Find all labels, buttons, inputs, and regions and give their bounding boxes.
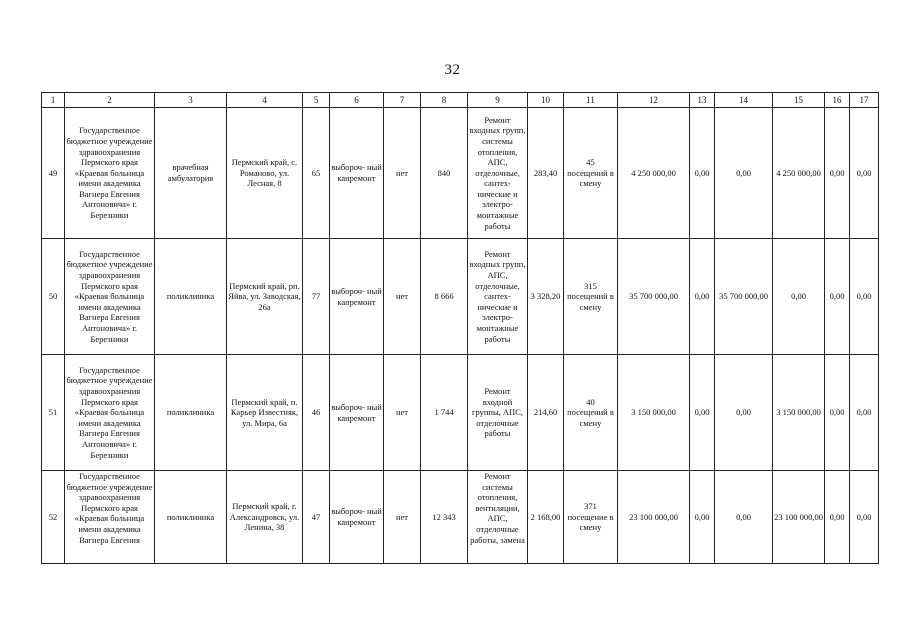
amount-cell: 0,00	[690, 108, 715, 239]
amount-cell: 23 100 000,00	[773, 471, 825, 564]
amount-cell: 0,00	[690, 239, 715, 355]
facility-type-cell: поликлиника	[155, 355, 227, 471]
capacity-cell: 315 посещений в смену	[564, 239, 618, 355]
address-cell: Пермский край, рп. Яйва, ул. Заводская, 26а	[227, 239, 303, 355]
facility-type-cell: поликлиника	[155, 471, 227, 564]
column-header: 11	[564, 93, 618, 108]
column-header: 8	[421, 93, 468, 108]
column-header: 15	[773, 93, 825, 108]
column-header: 14	[715, 93, 773, 108]
area-cell: 2 168,00	[528, 471, 564, 564]
institution-cell: Государственное бюджетное учреждение здравоохранения Пермского края «Краевая больница имени академика Вагнера Евгения Антоновича» г. Березники	[65, 239, 155, 355]
capacity-cell: 371 посещение в смену	[564, 471, 618, 564]
area-cell: 283,40	[528, 108, 564, 239]
register-table	[41, 92, 879, 564]
row-number: 50	[42, 239, 65, 355]
facility-type-cell: поликлиника	[155, 239, 227, 355]
amount-cell: 3 150 000,00	[773, 355, 825, 471]
address-cell: Пермский край, п. Карьер Известняк, ул. Мира, 6а	[227, 355, 303, 471]
row-number: 51	[42, 355, 65, 471]
column-header: 7	[384, 93, 421, 108]
table-cell: нет	[384, 239, 421, 355]
table-cell: 840	[421, 108, 468, 239]
address-cell: Пермский край, с. Романово, ул. Лесная, 8	[227, 108, 303, 239]
column-number-row	[42, 93, 879, 108]
amount-cell: 0,00	[773, 239, 825, 355]
amount-cell: 0,00	[850, 471, 879, 564]
page-number: 32	[444, 62, 461, 78]
repair-type-cell: выбороч- ный капремонт	[330, 239, 384, 355]
institution-cell: Государственное бюджетное учреждение здравоохранения Пермского края «Краевая больница имени академика Вагнера Евгения Антоновича» г. Березники	[65, 355, 155, 471]
amount-cell: 4 250 000,00	[773, 108, 825, 239]
facility-type-cell: врачебная амбулатория	[155, 108, 227, 239]
area-cell: 3 328,20	[528, 239, 564, 355]
repair-type-cell: выбороч- ный капремонт	[330, 355, 384, 471]
amount-cell: 0,00	[825, 108, 850, 239]
amount-cell: 35 700 000,00	[618, 239, 690, 355]
column-header: 3	[155, 93, 227, 108]
amount-cell: 0,00	[825, 471, 850, 564]
table-cell: 1 744	[421, 355, 468, 471]
amount-cell: 4 250 000,00	[618, 108, 690, 239]
table-cell: нет	[384, 355, 421, 471]
column-header: 6	[330, 93, 384, 108]
table-cell: 12 343	[421, 471, 468, 564]
table-cell: 77	[303, 239, 330, 355]
table-cell: 46	[303, 355, 330, 471]
table-cell: 65	[303, 108, 330, 239]
repair-type-cell: выбороч- ный капремонт	[330, 108, 384, 239]
amount-cell: 23 100 000,00	[618, 471, 690, 564]
column-header: 16	[825, 93, 850, 108]
works-cell: Ремонт входных групп, системы отопления, АПС, отделочные, сантех- нические и электро- монтажные работы	[468, 108, 528, 239]
table-row	[42, 108, 879, 239]
column-header: 4	[227, 93, 303, 108]
institution-cell: Государственное бюджетное учреждение здравоохранения Пермского края «Краевая больница имени академика Вагнера Евгения	[65, 471, 155, 564]
column-header: 17	[850, 93, 879, 108]
amount-cell: 0,00	[715, 471, 773, 564]
amount-cell: 0,00	[715, 355, 773, 471]
amount-cell: 0,00	[825, 239, 850, 355]
works-cell: Ремонт системы отопления, вентиляции, АПС, отделочные работы, замена	[468, 471, 528, 564]
column-header: 10	[528, 93, 564, 108]
amount-cell: 35 700 000,00	[715, 239, 773, 355]
row-number: 49	[42, 108, 65, 239]
column-header: 1	[42, 93, 65, 108]
institution-cell: Государственное бюджетное учреждение здравоохранения Пермского края «Краевая больница имени академика Вагнера Евгения Антоновича» г. Березники	[65, 108, 155, 239]
table-row	[42, 355, 879, 471]
column-header: 5	[303, 93, 330, 108]
amount-cell: 0,00	[825, 355, 850, 471]
capacity-cell: 40 посещений в смену	[564, 355, 618, 471]
amount-cell: 0,00	[850, 239, 879, 355]
table-cell: 47	[303, 471, 330, 564]
column-header: 9	[468, 93, 528, 108]
amount-cell: 0,00	[690, 355, 715, 471]
column-header: 2	[65, 93, 155, 108]
works-cell: Ремонт входных групп, АПС, отделочные, сантех- нические и электро- монтажные работы	[468, 239, 528, 355]
repair-type-cell: выбороч- ный капремонт	[330, 471, 384, 564]
table-cell: 8 666	[421, 239, 468, 355]
table-cell: нет	[384, 108, 421, 239]
table-row	[42, 471, 879, 564]
works-cell: Ремонт входной группы, АПС, отделочные работы	[468, 355, 528, 471]
column-header: 12	[618, 93, 690, 108]
column-header: 13	[690, 93, 715, 108]
table-row	[42, 239, 879, 355]
table-cell: нет	[384, 471, 421, 564]
amount-cell: 3 150 000,00	[618, 355, 690, 471]
amount-cell: 0,00	[850, 108, 879, 239]
area-cell: 214,60	[528, 355, 564, 471]
capacity-cell: 45 посещений в смену	[564, 108, 618, 239]
row-number: 52	[42, 471, 65, 564]
amount-cell: 0,00	[850, 355, 879, 471]
address-cell: Пермский край, г. Александровск, ул. Ленина, 38	[227, 471, 303, 564]
amount-cell: 0,00	[690, 471, 715, 564]
amount-cell: 0,00	[715, 108, 773, 239]
